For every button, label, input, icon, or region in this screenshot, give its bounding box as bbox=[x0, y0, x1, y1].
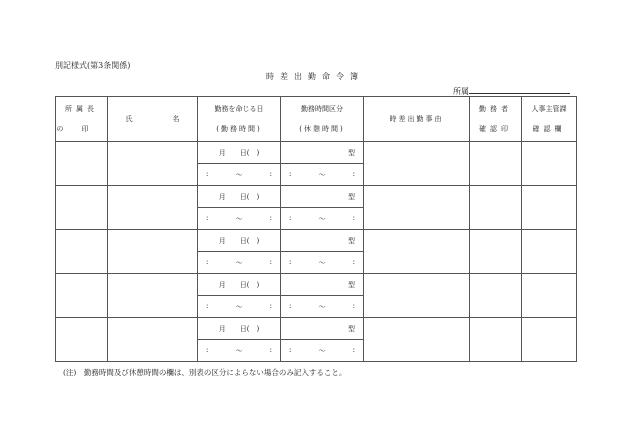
table-row bbox=[56, 230, 577, 252]
chief-seal-header: 所属長 の印 bbox=[56, 97, 108, 142]
worker-seal-header: 勤務者 確認印 bbox=[470, 97, 522, 142]
name-cell[interactable] bbox=[108, 318, 198, 362]
hr-check-header: 人事主管課 確認欄 bbox=[522, 97, 577, 142]
category-header: 勤務時間区分 (休憩時間) bbox=[281, 97, 364, 142]
name-header: 氏 名 bbox=[108, 97, 198, 142]
worker-seal-cell[interactable] bbox=[470, 318, 522, 362]
chief-seal-cell[interactable] bbox=[56, 274, 108, 318]
name-cell[interactable] bbox=[108, 142, 198, 186]
rest-time-cell[interactable]: : 〜 : bbox=[281, 252, 364, 274]
order-date-cell[interactable]: 月 日( ) bbox=[198, 318, 281, 340]
work-time-cell[interactable]: : 〜 : bbox=[198, 296, 281, 318]
affiliation-underline bbox=[469, 93, 570, 94]
table-row bbox=[56, 142, 577, 164]
name-cell[interactable] bbox=[108, 230, 198, 274]
order-date-cell[interactable]: 月 日( ) bbox=[198, 230, 281, 252]
rest-time-cell[interactable]: : 〜 : bbox=[281, 208, 364, 230]
reason-cell[interactable] bbox=[364, 142, 470, 186]
rest-time-cell[interactable]: : 〜 : bbox=[281, 164, 364, 186]
order-date-header: 勤務を命じる日 (勤務時間) bbox=[198, 97, 281, 142]
category-cell[interactable]: 型 bbox=[281, 230, 364, 252]
order-ledger-table bbox=[55, 96, 577, 362]
chief-seal-cell[interactable] bbox=[56, 230, 108, 274]
table-row bbox=[56, 274, 577, 296]
category-cell[interactable]: 型 bbox=[281, 186, 364, 208]
hr-check-cell[interactable] bbox=[522, 318, 577, 362]
category-cell[interactable]: 型 bbox=[281, 142, 364, 164]
form-label: 別記様式(第3条関係) bbox=[55, 61, 131, 70]
reason-header: 時差出勤事由 bbox=[364, 97, 470, 142]
hr-check-cell[interactable] bbox=[522, 186, 577, 230]
hr-check-cell[interactable] bbox=[522, 274, 577, 318]
worker-seal-cell[interactable] bbox=[470, 274, 522, 318]
chief-seal-cell[interactable] bbox=[56, 142, 108, 186]
work-time-cell[interactable]: : 〜 : bbox=[198, 208, 281, 230]
table-row bbox=[56, 318, 577, 340]
category-cell[interactable]: 型 bbox=[281, 318, 364, 340]
name-cell[interactable] bbox=[108, 186, 198, 230]
reason-cell[interactable] bbox=[364, 186, 470, 230]
rest-time-cell[interactable]: : 〜 : bbox=[281, 296, 364, 318]
header-row bbox=[56, 97, 577, 142]
chief-seal-cell[interactable] bbox=[56, 318, 108, 362]
reason-cell[interactable] bbox=[364, 318, 470, 362]
work-time-cell[interactable]: : 〜 : bbox=[198, 340, 281, 362]
reason-cell[interactable] bbox=[364, 274, 470, 318]
name-cell[interactable] bbox=[108, 274, 198, 318]
worker-seal-cell[interactable] bbox=[470, 142, 522, 186]
footnote: (注) 勤務時間及び休憩時間の欄は、別表の区分によらない場合のみ記入すること。 bbox=[63, 368, 347, 377]
worker-seal-cell[interactable] bbox=[470, 186, 522, 230]
order-date-cell[interactable]: 月 日( ) bbox=[198, 142, 281, 164]
hr-check-cell[interactable] bbox=[522, 142, 577, 186]
work-time-cell[interactable]: : 〜 : bbox=[198, 252, 281, 274]
table-row bbox=[56, 186, 577, 208]
order-date-cell[interactable]: 月 日( ) bbox=[198, 274, 281, 296]
reason-cell[interactable] bbox=[364, 230, 470, 274]
hr-check-cell[interactable] bbox=[522, 230, 577, 274]
category-cell[interactable]: 型 bbox=[281, 274, 364, 296]
work-time-cell[interactable]: : 〜 : bbox=[198, 164, 281, 186]
chief-seal-cell[interactable] bbox=[56, 186, 108, 230]
worker-seal-cell[interactable] bbox=[470, 230, 522, 274]
order-date-cell[interactable]: 月 日( ) bbox=[198, 186, 281, 208]
rest-time-cell[interactable]: : 〜 : bbox=[281, 340, 364, 362]
page-title: 時差出勤命令簿 bbox=[266, 72, 364, 81]
affiliation-label: 所属 bbox=[453, 87, 469, 96]
